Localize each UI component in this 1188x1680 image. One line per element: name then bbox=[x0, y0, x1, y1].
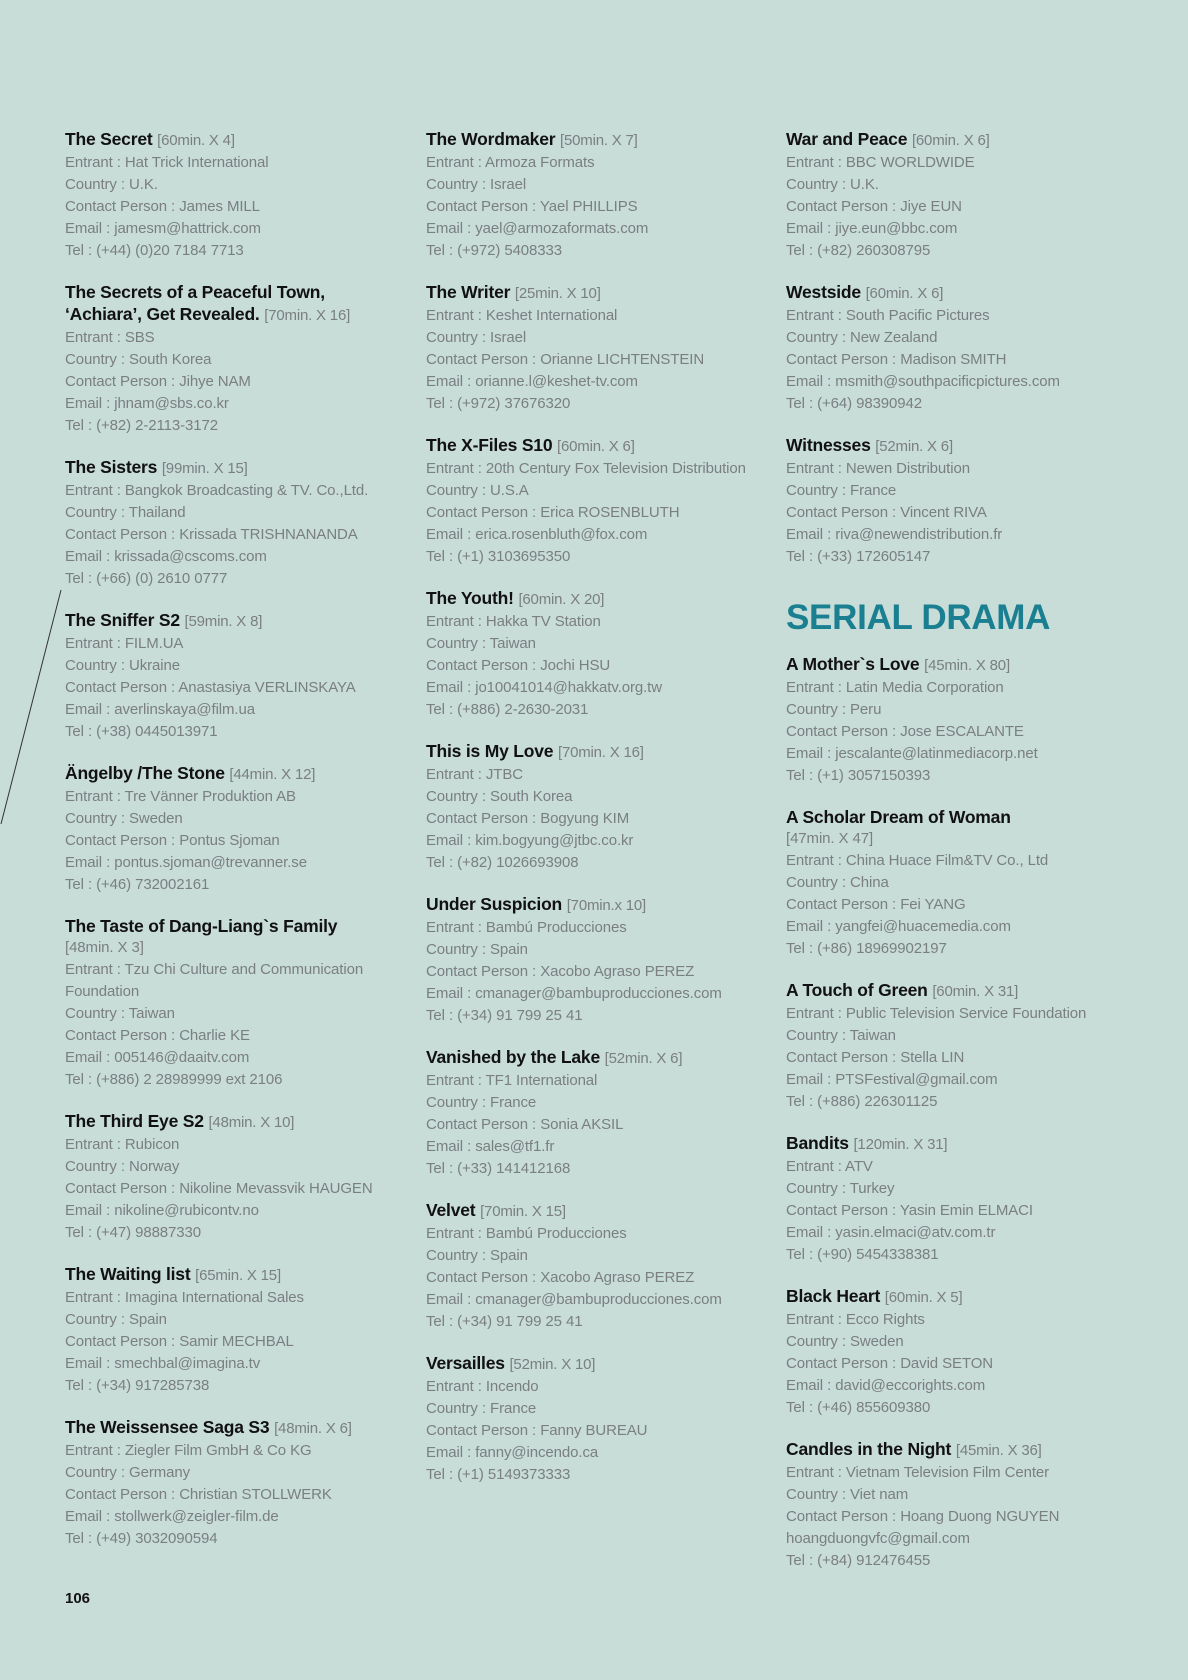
listing-column-3 bbox=[786, 128, 1136, 1591]
programme-title: War and Peace bbox=[786, 129, 908, 149]
detail-line: Email : smechbal@imagina.tv bbox=[65, 1355, 261, 1372]
programme-title: Westside bbox=[786, 282, 861, 302]
detail-line: Contact Person : Orianne LICHTENSTEIN bbox=[426, 351, 705, 368]
programme-duration: [25min. X 10] bbox=[514, 285, 601, 302]
programme-entry bbox=[786, 434, 1136, 568]
programme-title-line bbox=[426, 434, 776, 458]
programme-title: Ängelby /The Stone bbox=[65, 763, 225, 783]
detail-line: Tel : (+886) 226301125 bbox=[786, 1093, 938, 1110]
detail-line: Tel : (+33) 172605147 bbox=[786, 548, 931, 565]
programme-title-line bbox=[426, 587, 776, 611]
programme-entry bbox=[786, 653, 1136, 787]
programme-entry bbox=[786, 806, 1136, 960]
detail-line: Country : Sweden bbox=[786, 1333, 904, 1350]
detail-line: Entrant : TF1 International bbox=[426, 1072, 598, 1089]
programme-title-line bbox=[65, 1263, 415, 1287]
programme-title-line bbox=[426, 1046, 776, 1070]
programme-duration: [60min. X 6] bbox=[865, 285, 944, 302]
programme-duration: [70min. X 16] bbox=[557, 744, 644, 761]
programme-title-line bbox=[426, 1199, 776, 1223]
detail-line: Contact Person : Stella LIN bbox=[786, 1049, 965, 1066]
programme-title-line bbox=[786, 1132, 1136, 1156]
detail-line: Country : U.K. bbox=[786, 176, 879, 193]
detail-line: Entrant : ATV bbox=[786, 1158, 873, 1175]
detail-line: Entrant : Hat Trick International bbox=[65, 154, 269, 171]
detail-line: Email : cmanager@bambuproducciones.com bbox=[426, 1291, 722, 1308]
programme-duration: [120min. X 31] bbox=[853, 1136, 948, 1153]
programme-title: Velvet bbox=[426, 1200, 476, 1220]
detail-line: Tel : (+972) 37676320 bbox=[426, 395, 571, 412]
programme-title: Vanished by the Lake bbox=[426, 1047, 600, 1067]
detail-line: Country : Germany bbox=[65, 1464, 191, 1481]
detail-line: Tel : (+1) 3103695350 bbox=[426, 548, 571, 565]
detail-line: Email : 005146@daaitv.com bbox=[65, 1049, 250, 1066]
programme-duration: [60min. X 6] bbox=[911, 132, 990, 149]
detail-line: Contact Person : Jose ESCALANTE bbox=[786, 723, 1024, 740]
detail-line: Country : U.S.A bbox=[426, 482, 529, 499]
programme-entry bbox=[65, 456, 415, 590]
detail-line: Country : Taiwan bbox=[65, 1005, 175, 1022]
detail-line: Country : Taiwan bbox=[426, 635, 536, 652]
programme-title: The Secret bbox=[65, 129, 153, 149]
detail-line: Email : stollwerk@zeigler-film.de bbox=[65, 1508, 279, 1525]
programme-duration: [60min. X 20] bbox=[518, 591, 605, 608]
programme-entry bbox=[65, 1416, 415, 1550]
programme-entry bbox=[786, 1285, 1136, 1419]
detail-line: Tel : (+34) 91 799 25 41 bbox=[426, 1313, 583, 1330]
detail-line: Contact Person : James MILL bbox=[65, 198, 260, 215]
detail-line: Country : South Korea bbox=[426, 788, 573, 805]
programme-title-line bbox=[65, 915, 415, 937]
programme-duration: [48min. X 10] bbox=[208, 1114, 295, 1131]
detail-line: Email : nikoline@rubicontv.no bbox=[65, 1202, 259, 1219]
programme-title: The Taste of Dang-Liang`s Family bbox=[65, 916, 338, 936]
detail-line: Email : erica.rosenbluth@fox.com bbox=[426, 526, 648, 543]
detail-line: Country : Spain bbox=[426, 1247, 528, 1264]
detail-line: Country : France bbox=[426, 1094, 537, 1111]
programme-title-line bbox=[65, 303, 415, 327]
detail-line: Contact Person : David SETON bbox=[786, 1355, 994, 1372]
detail-line: Country : Ukraine bbox=[65, 657, 181, 674]
programme-entry bbox=[426, 128, 776, 262]
detail-line: Country : South Korea bbox=[65, 351, 212, 368]
programme-title: The Third Eye S2 bbox=[65, 1111, 204, 1131]
detail-line: Email : fanny@incendo.ca bbox=[426, 1444, 599, 1461]
programme-title: The Secrets of a Peaceful Town, bbox=[65, 282, 325, 302]
detail-line: Entrant : BBC WORLDWIDE bbox=[786, 154, 975, 171]
programme-entry bbox=[426, 1352, 776, 1486]
programme-entry bbox=[426, 1199, 776, 1333]
detail-line: Entrant : Ziegler Film GmbH & Co KG bbox=[65, 1442, 312, 1459]
detail-line: Country : Norway bbox=[65, 1158, 180, 1175]
listing-column-2 bbox=[426, 128, 776, 1505]
programme-duration: [65min. X 15] bbox=[195, 1267, 281, 1284]
detail-line: Entrant : Newen Distribution bbox=[786, 460, 970, 477]
detail-line: Contact Person : Samir MECHBAL bbox=[65, 1333, 294, 1350]
detail-line: Entrant : Keshet International bbox=[426, 307, 618, 324]
detail-line: Tel : (+86) 18969902197 bbox=[786, 940, 947, 957]
programme-entry bbox=[426, 587, 776, 721]
detail-line: Country : Peru bbox=[786, 701, 882, 718]
detail-line: Email : yael@armozaformats.com bbox=[426, 220, 649, 237]
detail-line: Email : pontus.sjoman@trevanner.se bbox=[65, 854, 307, 871]
programme-duration: [47min. X 47] bbox=[786, 830, 874, 847]
programme-entry bbox=[65, 609, 415, 743]
programme-title: Under Suspicion bbox=[426, 894, 563, 914]
programme-duration: [48min. X 3] bbox=[65, 939, 144, 956]
programme-duration: [52min. X 10] bbox=[509, 1356, 596, 1373]
detail-line: Country : Viet nam bbox=[786, 1486, 909, 1503]
programme-title-line bbox=[426, 740, 776, 764]
programme-title-line bbox=[786, 653, 1136, 677]
programme-title-line bbox=[426, 893, 776, 917]
programme-duration: [70min.x 10] bbox=[566, 897, 647, 914]
programme-entry bbox=[426, 740, 776, 874]
programme-title: Black Heart bbox=[786, 1286, 881, 1306]
programme-title: ‘Achiara’, Get Revealed. bbox=[65, 304, 260, 324]
detail-line: Contact Person : Anastasiya VERLINSKAYA bbox=[65, 679, 356, 696]
programme-title: The X-Files S10 bbox=[426, 435, 553, 455]
programme-title-line bbox=[65, 128, 415, 152]
detail-line: Contact Person : Xacobo Agraso PEREZ bbox=[426, 1269, 695, 1286]
programme-title-line bbox=[426, 281, 776, 305]
detail-line: Contact Person : Vincent RIVA bbox=[786, 504, 987, 521]
detail-line: Tel : (+46) 732002161 bbox=[65, 876, 210, 893]
detail-line: Country : Sweden bbox=[65, 810, 183, 827]
detail-line: Entrant : Latin Media Corporation bbox=[786, 679, 1004, 696]
detail-line: Entrant : Rubicon bbox=[65, 1136, 180, 1153]
detail-line: Entrant : Incendo bbox=[426, 1378, 539, 1395]
programme-entry bbox=[786, 979, 1136, 1113]
detail-line: Contact Person : Madison SMITH bbox=[786, 351, 1007, 368]
detail-line: Country : France bbox=[426, 1400, 537, 1417]
programme-duration: [50min. X 7] bbox=[560, 132, 638, 149]
programme-entry bbox=[786, 281, 1136, 415]
detail-line: Entrant : Bambú Producciones bbox=[426, 919, 627, 936]
detail-line: Email : david@eccorights.com bbox=[786, 1377, 986, 1394]
detail-line: Contact Person : Charlie KE bbox=[65, 1027, 250, 1044]
programme-title: Witnesses bbox=[786, 435, 871, 455]
programme-duration: [44min. X 12] bbox=[229, 766, 316, 783]
detail-line: Email : jhnam@sbs.co.kr bbox=[65, 395, 229, 412]
detail-line: Email : sales@tf1.fr bbox=[426, 1138, 555, 1155]
detail-line: Tel : (+34) 917285738 bbox=[65, 1377, 210, 1394]
programme-duration: [60min. X 4] bbox=[157, 132, 235, 149]
programme-title-line bbox=[786, 1285, 1136, 1309]
detail-line: Entrant : Vietnam Television Film Center bbox=[786, 1464, 1050, 1481]
detail-line: Entrant : SBS bbox=[65, 329, 155, 346]
programme-duration: [52min. X 6] bbox=[875, 438, 953, 455]
programme-entry bbox=[65, 1110, 415, 1244]
detail-line: Email : PTSFestival@gmail.com bbox=[786, 1071, 998, 1088]
detail-line: Email : yasin.elmaci@atv.com.tr bbox=[786, 1224, 996, 1241]
programme-title-line bbox=[786, 979, 1136, 1003]
detail-line: Tel : (+82) 2-2113-3172 bbox=[65, 417, 218, 434]
detail-line: Entrant : Bambú Producciones bbox=[426, 1225, 627, 1242]
programme-title-line bbox=[786, 434, 1136, 458]
programme-title: This is My Love bbox=[426, 741, 554, 761]
detail-line: Country : Taiwan bbox=[786, 1027, 896, 1044]
programme-title-line bbox=[426, 1352, 776, 1376]
detail-line: Contact Person : Jihye NAM bbox=[65, 373, 251, 390]
detail-line: Country : Israel bbox=[426, 176, 527, 193]
section-heading: SERIAL DRAMA bbox=[786, 598, 1051, 637]
programme-title: The Weissensee Saga S3 bbox=[65, 1417, 270, 1437]
detail-line: Tel : (+90) 5454338381 bbox=[786, 1246, 939, 1263]
detail-line: Tel : (+44) (0)20 7184 7713 bbox=[65, 242, 244, 259]
programme-title: A Touch of Green bbox=[786, 980, 928, 1000]
detail-line: Contact Person : Nikoline Mevassvik HAUGEN bbox=[65, 1180, 373, 1197]
detail-line: Country : Israel bbox=[426, 329, 527, 346]
programme-title: The Waiting list bbox=[65, 1264, 191, 1284]
programme-title-line bbox=[786, 128, 1136, 152]
programme-title-line bbox=[426, 128, 776, 152]
programme-entry bbox=[65, 128, 415, 262]
programme-title: The Sniffer S2 bbox=[65, 610, 180, 630]
detail-line: Contact Person : Pontus Sjoman bbox=[65, 832, 280, 849]
detail-line: Tel : (+1) 5149373333 bbox=[426, 1466, 571, 1483]
listing-column-1 bbox=[65, 128, 415, 1569]
detail-line: Contact Person : Yasin Emin ELMACI bbox=[786, 1202, 1033, 1219]
programme-entry bbox=[426, 1046, 776, 1180]
programme-entry bbox=[786, 1438, 1136, 1572]
programme-duration: [45min. X 80] bbox=[924, 657, 1010, 674]
programme-title: The Youth! bbox=[426, 588, 514, 608]
detail-line: Email : krissada@cscoms.com bbox=[65, 548, 267, 565]
detail-line: Contact Person : Bogyung KIM bbox=[426, 810, 630, 827]
detail-line: Email : jiye.eun@bbc.com bbox=[786, 220, 958, 237]
programme-title-line bbox=[786, 281, 1136, 305]
programme-title-line bbox=[65, 281, 415, 303]
programme-entry bbox=[426, 281, 776, 415]
programme-duration: [52min. X 6] bbox=[604, 1050, 683, 1067]
programme-duration: [60min. X 5] bbox=[884, 1289, 963, 1306]
detail-line: Email : kim.bogyung@jtbc.co.kr bbox=[426, 832, 634, 849]
detail-line: Email : jamesm@hattrick.com bbox=[65, 220, 261, 237]
detail-line: Tel : (+886) 2 28989999 ext 2106 bbox=[65, 1071, 283, 1088]
programme-title-line bbox=[65, 1416, 415, 1440]
page-number: 106 bbox=[65, 1590, 91, 1607]
detail-line: Tel : (+46) 855609380 bbox=[786, 1399, 931, 1416]
detail-line: Tel : (+38) 0445013971 bbox=[65, 723, 218, 740]
programme-title-line bbox=[786, 1438, 1136, 1462]
detail-line: Email : msmith@southpacificpictures.com bbox=[786, 373, 1060, 390]
detail-line: Country : Thailand bbox=[65, 504, 186, 521]
detail-line: Contact Person : Fei YANG bbox=[786, 896, 966, 913]
detail-line: Contact Person : Erica ROSENBLUTH bbox=[426, 504, 680, 521]
programme-title-line bbox=[65, 609, 415, 633]
programme-entry bbox=[65, 281, 415, 437]
programme-title-line bbox=[786, 806, 1136, 828]
programme-title-line bbox=[65, 762, 415, 786]
programme-title-line bbox=[65, 1110, 415, 1134]
detail-line: Tel : (+66) (0) 2610 0777 bbox=[65, 570, 228, 587]
detail-line: Country : U.K. bbox=[65, 176, 158, 193]
detail-line: Tel : (+47) 98887330 bbox=[65, 1224, 202, 1241]
detail-line: Entrant : JTBC bbox=[426, 766, 523, 783]
programme-entry bbox=[65, 762, 415, 896]
detail-line: Country : New Zealand bbox=[786, 329, 938, 346]
detail-line: Contact Person : Fanny BUREAU bbox=[426, 1422, 648, 1439]
programme-entry bbox=[426, 434, 776, 568]
detail-line: Contact Person : Jochi HSU bbox=[426, 657, 611, 674]
programme-title: Candles in the Night bbox=[786, 1439, 952, 1459]
programme-duration: [99min. X 15] bbox=[161, 460, 248, 477]
programme-duration: [59min. X 8] bbox=[184, 613, 263, 630]
detail-line: Contact Person : Christian STOLLWERK bbox=[65, 1486, 332, 1503]
detail-line: Country : France bbox=[786, 482, 897, 499]
detail-line: Contact Person : Jiye EUN bbox=[786, 198, 962, 215]
detail-line: Email : yangfei@huacemedia.com bbox=[786, 918, 1011, 935]
detail-line: Entrant : Tre Vänner Produktion AB bbox=[65, 788, 296, 805]
detail-line: Entrant : FILM.UA bbox=[65, 635, 184, 652]
programme-title: Versailles bbox=[426, 1353, 505, 1373]
programme-title: Bandits bbox=[786, 1133, 849, 1153]
detail-line: Contact Person : Xacobo Agraso PEREZ bbox=[426, 963, 695, 980]
programme-title: A Scholar Dream of Woman bbox=[786, 807, 1011, 827]
detail-line: Tel : (+82) 1026693908 bbox=[426, 854, 579, 871]
detail-line: Tel : (+34) 91 799 25 41 bbox=[426, 1007, 583, 1024]
detail-line: hoangduongvfc@gmail.com bbox=[786, 1530, 970, 1547]
programme-title: The Sisters bbox=[65, 457, 158, 477]
detail-line: Entrant : Public Television Service Foundation bbox=[786, 1005, 1087, 1022]
programme-entry bbox=[65, 915, 415, 1091]
detail-line: Tel : (+1) 3057150393 bbox=[786, 767, 931, 784]
detail-line: Tel : (+49) 3032090594 bbox=[65, 1530, 218, 1547]
programme-title: The Wordmaker bbox=[426, 129, 556, 149]
programme-duration: [70min. X 16] bbox=[264, 307, 351, 324]
detail-line: Email : jescalante@latinmediacorp.net bbox=[786, 745, 1038, 762]
detail-line: Country : Spain bbox=[65, 1311, 167, 1328]
detail-line: Tel : (+84) 912476455 bbox=[786, 1552, 931, 1569]
detail-line: Entrant : Hakka TV Station bbox=[426, 613, 601, 630]
programme-entry bbox=[426, 893, 776, 1027]
programme-duration: [60min. X 6] bbox=[557, 438, 635, 455]
programme-title: A Mother`s Love bbox=[786, 654, 920, 674]
detail-line: Email : jo10041014@hakkatv.org.tw bbox=[426, 679, 662, 696]
programme-title-line bbox=[65, 456, 415, 480]
detail-line: Country : Turkey bbox=[786, 1180, 895, 1197]
detail-line: Country : China bbox=[786, 874, 889, 891]
detail-line: Entrant : 20th Century Fox Television Distribution bbox=[426, 460, 746, 477]
programme-duration: [48min. X 6] bbox=[274, 1420, 352, 1437]
detail-line: Email : cmanager@bambuproducciones.com bbox=[426, 985, 722, 1002]
detail-line: Contact Person : Sonia AKSIL bbox=[426, 1116, 624, 1133]
detail-line: Email : riva@newendistribution.fr bbox=[786, 526, 1003, 543]
detail-line: Contact Person : Krissada TRISHNANANDA bbox=[65, 526, 358, 543]
detail-line: Entrant : South Pacific Pictures bbox=[786, 307, 990, 324]
programme-title: The Writer bbox=[426, 282, 511, 302]
detail-line: Tel : (+972) 5408333 bbox=[426, 242, 563, 259]
detail-line: Country : Spain bbox=[426, 941, 528, 958]
detail-line: Tel : (+886) 2-2630-2031 bbox=[426, 701, 589, 718]
programme-entry bbox=[786, 1132, 1136, 1266]
detail-line: Tel : (+82) 260308795 bbox=[786, 242, 931, 259]
programme-duration: [60min. X 31] bbox=[932, 983, 1019, 1000]
decorative-diagonal-line bbox=[0, 588, 70, 828]
detail-line: Entrant : Armoza Formats bbox=[426, 154, 595, 171]
programme-entry bbox=[65, 1263, 415, 1397]
detail-line: Entrant : Imagina International Sales bbox=[65, 1289, 304, 1306]
programme-entry bbox=[786, 128, 1136, 262]
detail-line: Tel : (+33) 141412168 bbox=[426, 1160, 571, 1177]
detail-line: Email : averlinskaya@film.ua bbox=[65, 701, 255, 718]
detail-line: Contact Person : Hoang Duong NGUYEN bbox=[786, 1508, 1060, 1525]
detail-line: Tel : (+64) 98390942 bbox=[786, 395, 923, 412]
programme-duration: [45min. X 36] bbox=[955, 1442, 1042, 1459]
detail-line: Email : orianne.l@keshet-tv.com bbox=[426, 373, 638, 390]
detail-line: Entrant : China Huace Film&TV Co., Ltd bbox=[786, 852, 1049, 869]
detail-line: Entrant : Tzu Chi Culture and Communication Foundation bbox=[65, 961, 364, 1000]
detail-line: Entrant : Bangkok Broadcasting & TV. Co.,Ltd. bbox=[65, 482, 369, 499]
detail-line: Entrant : Ecco Rights bbox=[786, 1311, 925, 1328]
programme-duration: [70min. X 15] bbox=[480, 1203, 566, 1220]
detail-line: Contact Person : Yael PHILLIPS bbox=[426, 198, 638, 215]
